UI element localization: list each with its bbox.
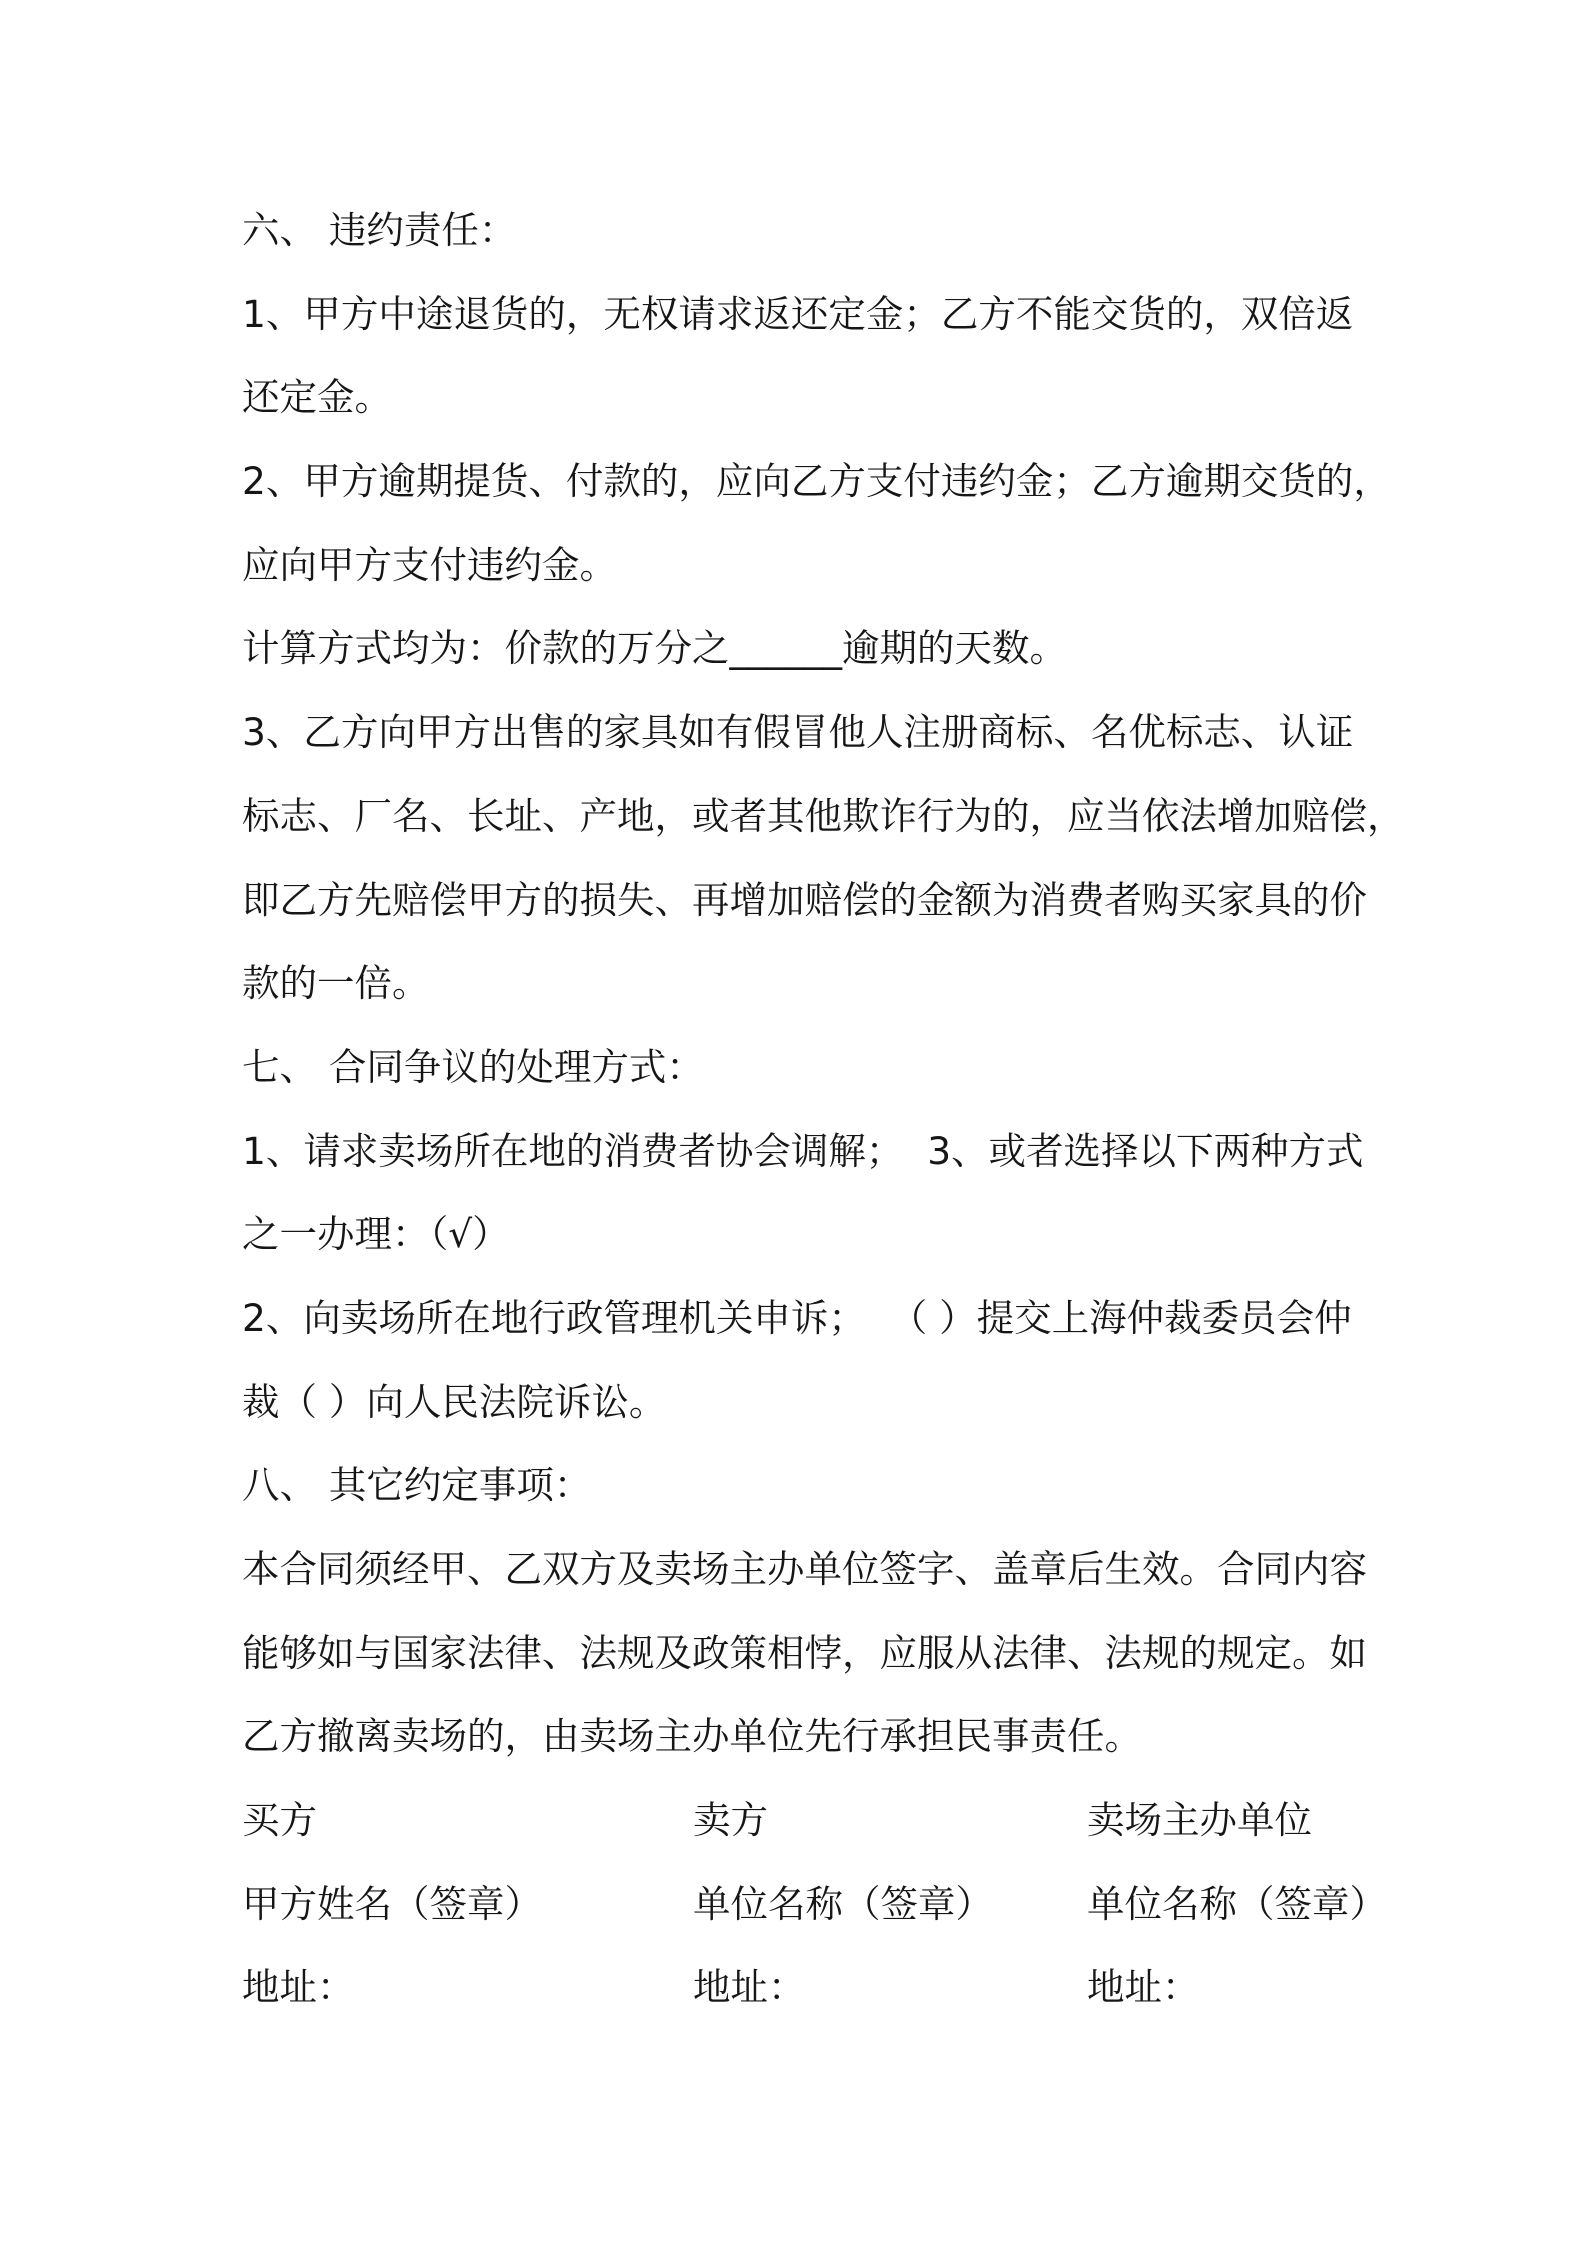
signature-name-row <box>242 1863 1586 1947</box>
clause-line: 裁（ ）向人民法院诉讼。 <box>242 1379 667 1424</box>
signature-block <box>242 1779 1586 2030</box>
clause-line: 即乙方先赔偿甲方的损失、再增加赔偿的金额为消费者购买家具的价 <box>242 877 1367 922</box>
clause-line: 2、甲方逾期提货、付款的，应向乙方支付违约金；乙方逾期交货的， <box>242 459 1391 504</box>
clause-line: 乙方撤离卖场的，由卖场主办单位先行承担民事责任。 <box>242 1714 1142 1759</box>
clause-line: 能够如与国家法律、法规及政策相悖，应服从法律、法规的规定。如 <box>242 1630 1367 1675</box>
clause-line: 还定金。 <box>242 375 392 420</box>
section-other-terms <box>242 1444 1586 1779</box>
clause-line: 款的一倍。 <box>242 961 430 1006</box>
signature-address-row <box>242 1946 1586 2030</box>
clause-line: 3、乙方向甲方出售的家具如有假冒他人注册商标、名优标志、认证 <box>242 710 1354 755</box>
section-breach-liability <box>242 189 1586 1026</box>
section-heading: 八、 其它约定事项： <box>242 1463 592 1508</box>
clause-line: 应向甲方支付违约金。 <box>242 542 617 587</box>
clause-line: 1、甲方中途退货的，无权请求返还定金；乙方不能交货的，双倍返 <box>242 291 1354 336</box>
party-role-market-organizer: 卖场主办单位 <box>1087 1798 1312 1843</box>
party-role-buyer: 买方 <box>242 1798 317 1843</box>
party-name-seller: 单位名称（签章） <box>693 1881 993 1926</box>
party-address-seller: 地址： <box>693 1965 806 2010</box>
party-address-market-organizer: 地址： <box>1087 1965 1200 2010</box>
section-heading: 六、 违约责任： <box>242 208 517 252</box>
clause-line: 之一办理：（√） <box>242 1212 510 1257</box>
party-name-market-organizer: 单位名称（签章） <box>1087 1881 1387 1926</box>
clause-line: 2、向卖场所在地行政管理机关申诉； （ ）提交上海仲裁委员会仲 <box>242 1295 1352 1340</box>
party-name-buyer: 甲方姓名（签章） <box>242 1881 542 1926</box>
clause-line: 计算方式均为：价款的万分之______逾期的天数。 <box>242 626 1067 671</box>
clause-line: 1、请求卖场所在地的消费者协会调解； 3、或者选择以下两种方式 <box>242 1128 1364 1173</box>
signature-role-row <box>242 1779 1586 1863</box>
clause-line: 标志、厂名、长址、产地，或者其他欺诈行为的，应当依法增加赔偿， <box>242 793 1405 838</box>
party-role-seller: 卖方 <box>693 1798 768 1843</box>
party-address-buyer: 地址： <box>242 1965 355 2010</box>
section-heading: 七、 合同争议的处理方式： <box>242 1044 704 1089</box>
section-dispute-resolution <box>242 1026 1586 1444</box>
clause-line: 本合同须经甲、乙双方及卖场主办单位签字、盖章后生效。合同内容 <box>242 1547 1367 1591</box>
